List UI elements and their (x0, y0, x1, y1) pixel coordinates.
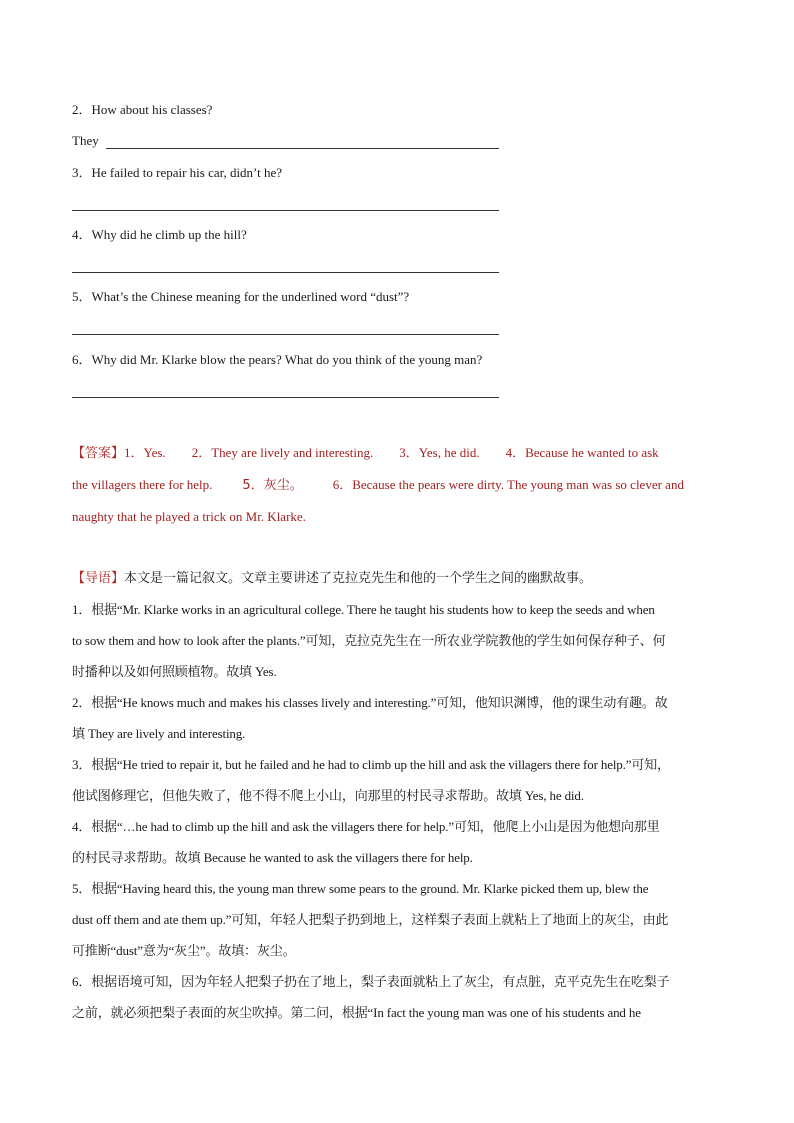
question-4: 4．Why did he climb up the hill? (72, 227, 247, 242)
guide-intro-line (72, 562, 722, 594)
explanation-1-line-3: 时播种以及如何照顾植物。故填 Yes. (72, 664, 277, 679)
answer-section (72, 437, 722, 532)
question-3: 3．He failed to repair his car, didn’t he? (72, 165, 283, 180)
answer-2: 2．They are lively and interesting. (191, 445, 374, 460)
question-6: 6．Why did Mr. Klarke blow the pears? What do you think of the young man? (72, 352, 483, 367)
explanation-5-line-3: 可推断“dust”意为“灰尘”。故填：灰尘。 (72, 943, 296, 958)
explanation-6-line-2: 之前，就必须把梨子表面的灰尘吹掉。第二问，根据“In fact the young man was one of his students and he (72, 1005, 641, 1020)
guide-label: 【导语】 (72, 571, 125, 586)
answer-line-c (72, 501, 722, 532)
answer-line-4 (72, 272, 499, 273)
answer-line-6 (72, 397, 499, 398)
question-5: 5．What’s the Chinese meaning for the underlined word “dust”? (72, 289, 410, 304)
explanation-2-line-2: 填 They are lively and interesting. (72, 726, 246, 741)
answer-line-3 (72, 210, 499, 211)
guide-intro: 本文是一篇记叙文。文章主要讲述了克拉克先生和他的一个学生之间的幽默故事。 (124, 571, 593, 586)
explanation-6-line-1: 6．根据语境可知，因为年轻人把梨子扔在了地上，梨子表面就粘上了灰尘，有点脏，克平克先生在吃梨子 (72, 974, 670, 989)
answer-line-a (72, 437, 722, 469)
answer-1: 1．Yes. (124, 445, 166, 460)
answer-4-part1: 4．Because he wanted to ask (505, 445, 659, 460)
explanation-1-line-2: to sow them and how to look after the plants.”可知，克拉克先生在一所农业学院教他的学生如何保存种子、何 (72, 633, 666, 648)
explanation-3-line-2: 他试图修理它，但他失败了，他不得不爬上小山，向那里的村民寻求帮助。故填 Yes, he did. (72, 788, 584, 803)
guide-section (72, 562, 722, 1028)
question-2: 2．How about his classes? (72, 102, 213, 117)
question-2-answer-prefix: They (72, 133, 99, 148)
answer-4-part2: the villagers there for help. (72, 477, 213, 492)
answer-line-5 (72, 334, 499, 335)
explanation-2-line-1: 2．根据“He knows much and makes his classes lively and interesting.”可知，他知识渊博，他的课生动有趣。故 (72, 695, 668, 710)
answer-line-2 (106, 148, 499, 149)
explanation-3-line-1: 3．根据“He tried to repair it, but he failed and he had to climb up the hill and ask the villagers there for help.”可知， (72, 757, 670, 772)
answer-5: 5．灰尘。 (242, 478, 303, 493)
explanation-4-line-1: 4．根据“…he had to climb up the hill and ask the villagers there for help.”可知，他爬上小山是因为他想向那里 (72, 819, 660, 834)
explanation-1-line-1: 1．根据“Mr. Klarke works in an agricultural college. There he taught his students how to keep the seeds and when (72, 602, 655, 617)
answer-line-b (72, 469, 722, 501)
answer-6-part1: 6．Because the pears were dirty. The young man was so clever and (332, 477, 684, 492)
answer-3: 3．Yes, he did. (399, 445, 480, 460)
explanation-5-line-2: dust off them and ate them up.”可知，年轻人把梨子扔到地上，这样梨子表面上就粘上了地面上的灰尘，由此 (72, 912, 669, 927)
explanation-5-line-1: 5．根据“Having heard this, the young man threw some pears to the ground. Mr. Klarke picked them up, blew the (72, 881, 649, 896)
explanation-4-line-2: 的村民寻求帮助。故填 Because he wanted to ask the villagers there for help. (72, 850, 473, 865)
answer-label: 【答案】 (72, 446, 125, 461)
answer-6-part2: naughty that he played a trick on Mr. Klarke. (72, 509, 306, 524)
